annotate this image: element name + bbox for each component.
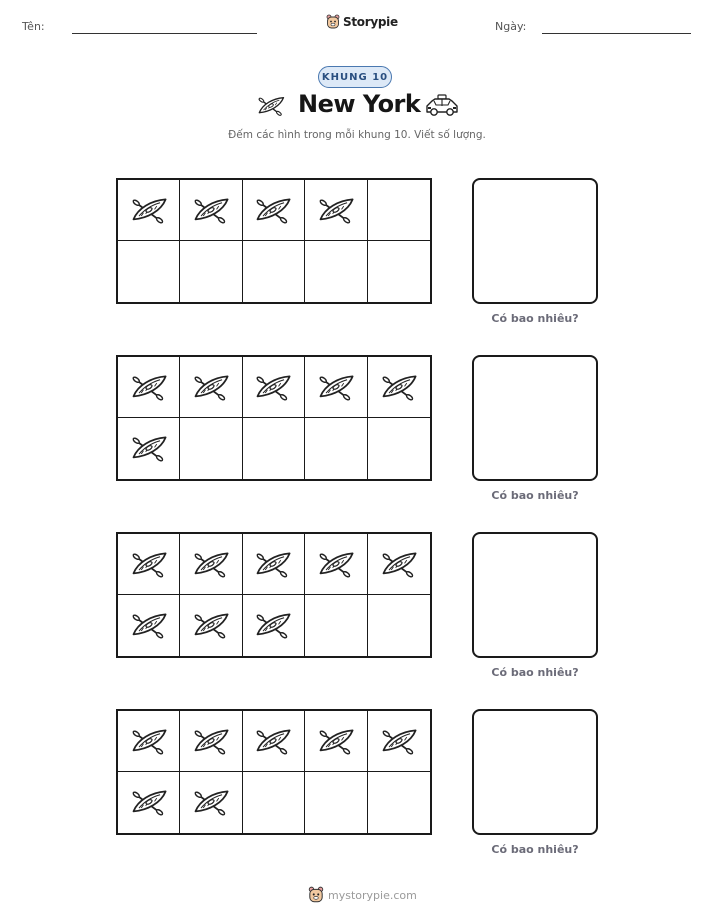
- frame-cell: [243, 241, 305, 302]
- frame-cell: [243, 534, 305, 595]
- frame-cell: [243, 595, 305, 656]
- kayak-icon: [316, 195, 356, 226]
- name-line[interactable]: [72, 33, 257, 34]
- how-many-label: Có bao nhiêu?: [491, 843, 579, 856]
- frame-cell: [118, 711, 180, 772]
- frame-cell: [243, 180, 305, 241]
- frame-cell: [180, 534, 242, 595]
- frame-cell: [305, 241, 367, 302]
- frame-cell: [243, 418, 305, 479]
- ten-frame: [116, 532, 432, 658]
- frame-cell: [368, 534, 430, 595]
- kayak-icon: [256, 94, 286, 122]
- ten-frame: [116, 178, 432, 304]
- frame-cell: [368, 711, 430, 772]
- frame-cell: [180, 357, 242, 418]
- kayak-icon: [129, 372, 169, 403]
- frame-cell: [305, 180, 367, 241]
- kayak-icon: [253, 195, 293, 226]
- kayak-icon: [316, 549, 356, 580]
- frame-cell: [243, 357, 305, 418]
- ten-frame: [116, 709, 432, 835]
- mascot-icon: [308, 886, 324, 904]
- kayak-icon: [191, 372, 231, 403]
- frame-cell: [305, 711, 367, 772]
- kayak-icon: [379, 372, 419, 403]
- kayak-icon: [253, 726, 293, 757]
- answer-box[interactable]: [472, 178, 598, 304]
- frame-cell: [305, 595, 367, 656]
- frame-cell: [118, 595, 180, 656]
- kayak-icon: [191, 787, 231, 818]
- frame-cell: [368, 357, 430, 418]
- date-label: Ngày:: [495, 20, 527, 33]
- kayak-icon: [379, 726, 419, 757]
- name-label: Tên:: [22, 20, 45, 33]
- frame-cell: [305, 357, 367, 418]
- ten-frame: [116, 355, 432, 481]
- frame-cell: [118, 180, 180, 241]
- brand-name: Storypie: [343, 15, 398, 29]
- kayak-icon: [129, 433, 169, 464]
- kayak-icon: [129, 549, 169, 580]
- frame-cell: [118, 241, 180, 302]
- frame-cell: [118, 357, 180, 418]
- instructions: Đếm các hình trong mỗi khung 10. Viết số lượng.: [228, 129, 486, 141]
- kayak-icon: [253, 610, 293, 641]
- how-many-label: Có bao nhiêu?: [491, 312, 579, 325]
- frame-cell: [368, 772, 430, 833]
- mascot-icon: [326, 14, 340, 30]
- footer-site: mystorypie.com: [328, 888, 417, 902]
- frame-cell: [180, 772, 242, 833]
- answer-box[interactable]: [472, 709, 598, 835]
- frame-cell: [180, 595, 242, 656]
- frame-cell: [305, 418, 367, 479]
- frame-cell: [305, 534, 367, 595]
- brand-logo: [326, 14, 398, 30]
- kayak-icon: [191, 610, 231, 641]
- frame-cell: [180, 241, 242, 302]
- kayak-icon: [129, 195, 169, 226]
- frame-cell: [180, 180, 242, 241]
- how-many-label: Có bao nhiêu?: [491, 489, 579, 502]
- frame-cell: [368, 241, 430, 302]
- date-line[interactable]: [542, 33, 691, 34]
- kayak-icon: [129, 610, 169, 641]
- kayak-icon: [379, 549, 419, 580]
- kayak-icon: [316, 726, 356, 757]
- kayak-icon: [253, 372, 293, 403]
- frame-cell: [118, 772, 180, 833]
- taxi-icon: [424, 92, 460, 122]
- frame-cell: [243, 711, 305, 772]
- answer-box[interactable]: [472, 355, 598, 481]
- frame-cell: [305, 772, 367, 833]
- kayak-icon: [191, 195, 231, 226]
- worksheet-badge: KHUNG 10: [318, 66, 392, 88]
- kayak-icon: [129, 726, 169, 757]
- frame-cell: [368, 595, 430, 656]
- kayak-icon: [253, 549, 293, 580]
- how-many-label: Có bao nhiêu?: [491, 666, 579, 679]
- page-title: New York: [298, 90, 421, 118]
- kayak-icon: [129, 787, 169, 818]
- frame-cell: [118, 418, 180, 479]
- frame-cell: [118, 534, 180, 595]
- kayak-icon: [191, 726, 231, 757]
- frame-cell: [368, 180, 430, 241]
- answer-box[interactable]: [472, 532, 598, 658]
- frame-cell: [368, 418, 430, 479]
- kayak-icon: [191, 549, 231, 580]
- frame-cell: [243, 772, 305, 833]
- frame-cell: [180, 418, 242, 479]
- footer: [308, 886, 417, 904]
- frame-cell: [180, 711, 242, 772]
- kayak-icon: [316, 372, 356, 403]
